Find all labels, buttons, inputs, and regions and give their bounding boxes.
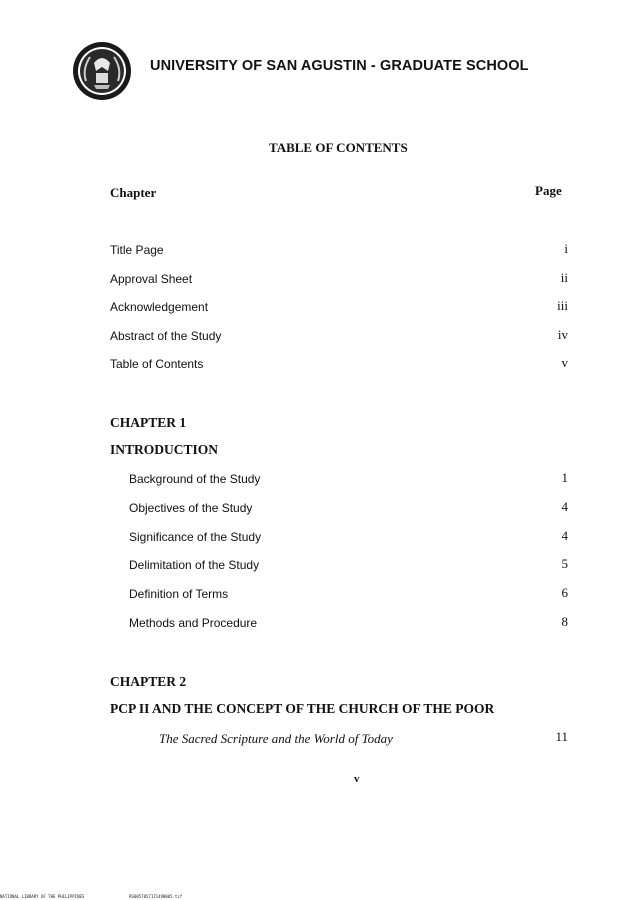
toc-entry-page: iii: [557, 298, 568, 313]
toc-entry-label: Acknowledgement: [110, 300, 209, 314]
page-number: v: [354, 773, 360, 785]
footer-file: RS0057057171490005.tif: [129, 894, 183, 899]
toc-section-label: The Sacred Scripture and the World of Today: [159, 731, 393, 746]
toc-section-page: 5: [561, 556, 568, 571]
toc-section-label: Objectives of the Study: [129, 501, 253, 515]
toc-entry-page: i: [564, 241, 568, 256]
footer-library: NATIONAL LIBRARY OF THE PHILIPPINES: [0, 894, 85, 899]
toc-entry-page: ii: [560, 270, 568, 285]
toc-section-page: 8: [561, 614, 568, 629]
toc-entry-page: iv: [557, 327, 568, 342]
chapter-label: CHAPTER 1: [110, 415, 187, 430]
toc-section-page: 4: [561, 528, 568, 543]
toc-section-page: 1: [561, 470, 568, 485]
toc-entry-label: Table of Contents: [110, 357, 204, 371]
chapter-title: PCP II AND THE CONCEPT OF THE CHURCH OF THE POOR: [110, 701, 495, 716]
toc-entry-label: Title Page: [110, 243, 164, 257]
toc-entry-page: v: [561, 355, 568, 370]
chapter-title: INTRODUCTION: [110, 442, 219, 457]
toc-section-label: Delimitation of the Study: [129, 558, 260, 572]
toc-section-page: 11: [555, 729, 568, 744]
scan-footer: [0, 894, 182, 899]
university-header-title: UNIVERSITY OF SAN AGUSTIN - GRADUATE SCHOOL: [150, 58, 529, 74]
toc-section-page: 6: [561, 585, 568, 600]
chapter-column-heading: Chapter: [110, 185, 157, 200]
toc-section-label: Background of the Study: [129, 472, 261, 486]
page-column-heading: Page: [535, 183, 562, 198]
toc-title: TABLE OF CONTENTS: [269, 140, 408, 155]
toc-section-label: Definition of Terms: [129, 587, 229, 601]
toc-section-page: 4: [561, 499, 568, 514]
toc-section-label: Methods and Procedure: [129, 616, 258, 630]
chapter-label: CHAPTER 2: [110, 674, 187, 689]
toc-entry-label: Abstract of the Study: [110, 329, 222, 343]
toc-entry-label: Approval Sheet: [110, 272, 193, 286]
university-seal-icon: [72, 41, 132, 101]
toc-section-label: Significance of the Study: [129, 530, 262, 544]
